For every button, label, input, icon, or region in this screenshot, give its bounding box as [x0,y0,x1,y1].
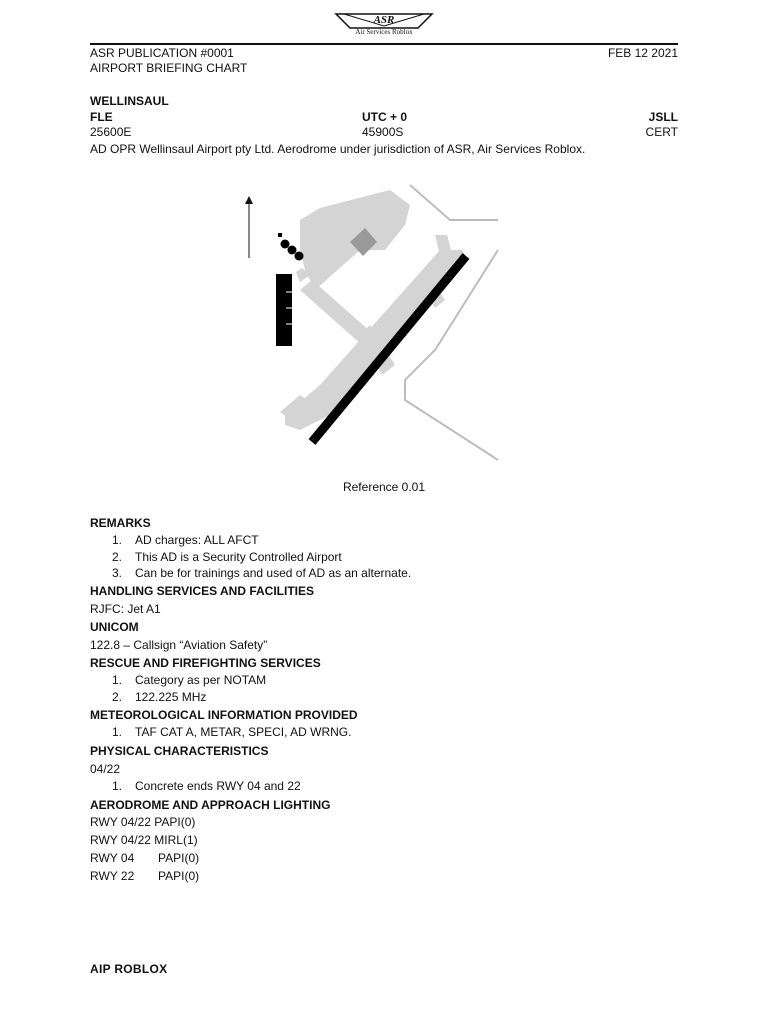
lighting-rows [90,813,199,885]
north-arrow-icon [245,196,253,204]
perimeter-road-north [410,185,498,220]
footer-label: AIP ROBLOX [90,962,168,976]
list-item: 1. Category as per NOTAM [112,673,267,687]
list-item: 2. 122.225 MHz [112,689,207,704]
physical-title: PHYSICAL CHARACTERISTICS [90,744,269,758]
met-title: METEOROLOGICAL INFORMATION PROVIDED [90,708,358,722]
rescue-title: RESCUE AND FIREFIGHTING SERVICES [90,656,321,670]
fuel-tank-1 [281,240,290,249]
met-list [90,724,690,741]
remarks-list [90,532,690,582]
airport-diagram [240,180,500,470]
lighting-row: RWY 04/22 PAPI(0) [90,815,196,829]
chart-type: AIRPORT BRIEFING CHART [90,61,248,75]
fuel-marker [278,233,282,237]
rescue-list [90,672,690,705]
unicom-title: UNICOM [90,620,139,634]
terminal-building [276,274,292,346]
logo-name: Air Services Roblox [355,28,413,36]
handling-text: RJFC: Jet A1 [90,602,161,616]
cert-status: CERT [645,125,678,139]
list-item: 2. This AD is a Security Controlled Airport [112,549,342,564]
runway-04-22 [312,256,466,442]
lighting-row: RWY 04 PAPI(0) [90,851,200,865]
southing: 45900S [362,125,404,139]
physical-list [90,778,690,795]
publication-number: ASR PUBLICATION #0001 [90,46,234,60]
list-item: 1. Concrete ends RWY 04 and 22 [112,779,301,793]
easting: 25600E [90,125,132,139]
operator-note: AD OPR Wellinsaul Airport pty Ltd. Aerodrome under jurisdiction of ASR, Air Services Roblox. [90,142,586,156]
remarks-title: REMARKS [90,516,151,530]
unicom-text: 122.8 – Callsign “Aviation Safety” [90,638,268,652]
physical-runway: 04/22 [90,762,121,776]
lighting-row: RWY 22 PAPI(0) [90,869,200,883]
utc-offset: UTC + 0 [362,110,408,124]
airport-name: WELLINSAUL [90,94,169,108]
lighting-row: RWY 04/22 MIRL(1) [90,833,198,847]
list-item: 1. TAF CAT A, METAR, SPECI, AD WRNG. [112,725,352,739]
fuel-tank-3 [295,252,304,261]
publication-date: FEB 12 2021 [607,46,678,60]
list-item: 3. Can be for trainings and used of AD as an alternate. [112,566,412,580]
lighting-title: AERODROME AND APPROACH LIGHTING [90,798,331,812]
list-item: 1. AD charges: ALL AFCT [112,533,259,547]
airport-code-left: FLE [90,110,113,124]
fuel-tank-2 [288,246,297,255]
handling-title: HANDLING SERVICES AND FACILITIES [90,584,315,598]
logo-mark: ASR [373,14,395,26]
diagram-caption: Reference 0.01 [342,480,426,494]
icao-code: JSLL [648,110,678,124]
